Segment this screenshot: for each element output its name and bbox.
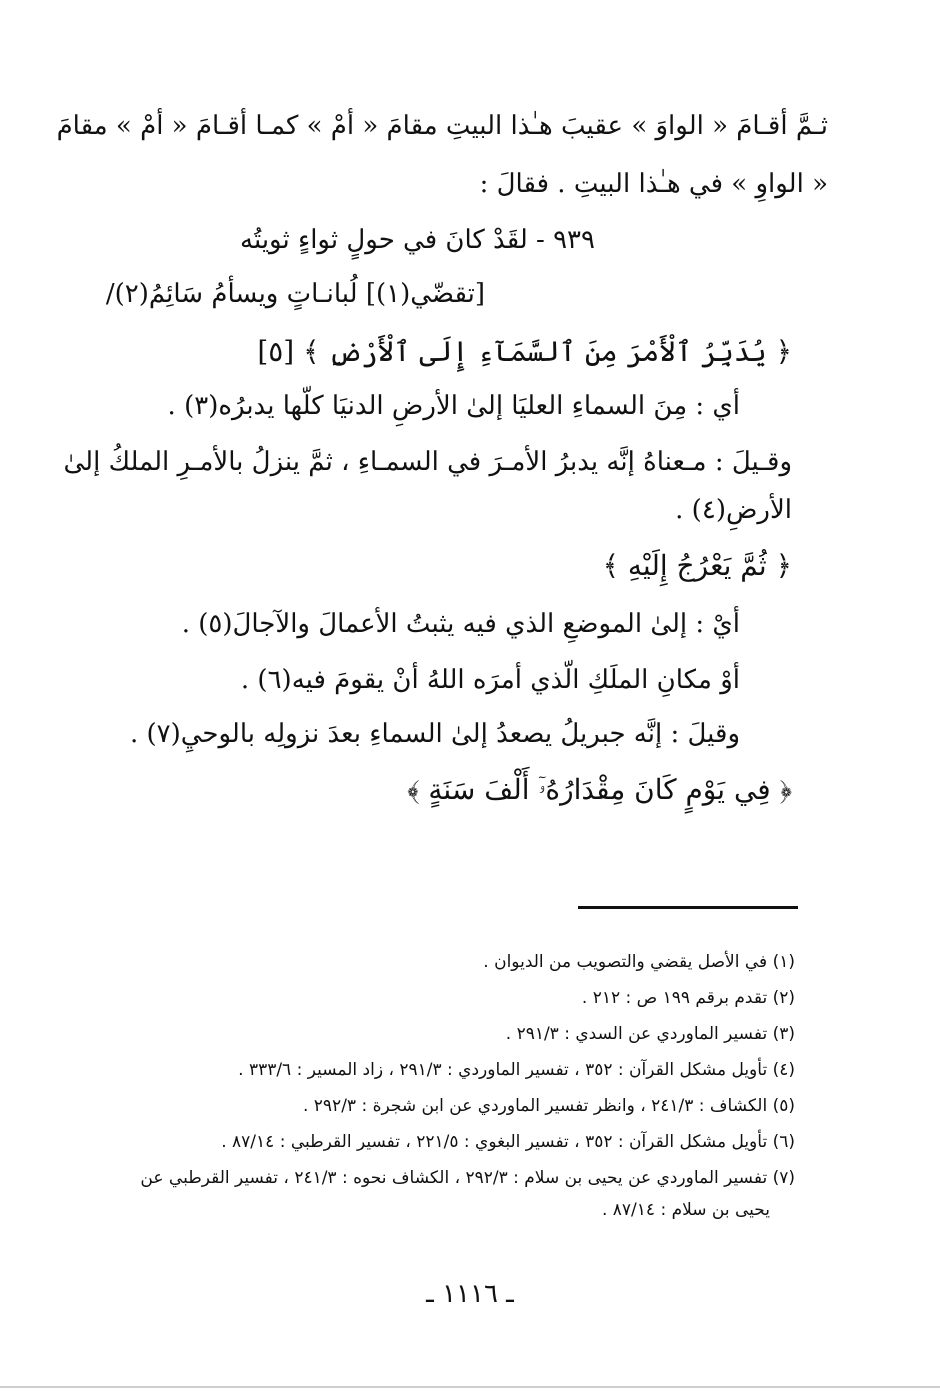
quran-verse-3: ﴿ فِي يَوْمٍ كَانَ مِقْدَارُهُۥٓ أَلْفَ سَنَةٍ ﴾ — [407, 773, 792, 806]
body-line-4: وقـيلَ : مـعناهُ إنَّه يدبرُ الأمـرَ في السمـاءِ ، ثمَّ ينزلُ بالأمـرِ الملكُ إلىٰ — [63, 447, 792, 477]
footnote-7-continued: يحيى بن سلام : ٨٧/١٤ . — [601, 1200, 770, 1220]
footnote-7: (٧) تفسير الماوردي عن يحيى بن سلام : ٢٩٢/٣ ، الكشاف نحوه : ٢٤١/٣ ، تفسير القرطبي عن — [140, 1168, 795, 1188]
verse-line-1: ٩٣٩ - لقَدْ كانَ في حولٍ ثواءٍ ثويتُه — [240, 225, 595, 255]
scan-edge — [0, 1386, 940, 1388]
body-line-2: « الواوِ » في هـٰذا البيتِ . فقالَ : — [479, 169, 828, 199]
footnote-4: (٤) تأويل مشكل القرآن : ٣٥٢ ، تفسير الماوردي : ٢٩١/٣ ، زاد المسير : ٣٣٣/٦ . — [238, 1060, 795, 1080]
footnote-6: (٦) تأويل مشكل القرآن : ٣٥٢ ، تفسير البغوي : ٢٢١/٥ ، تفسير القرطبي : ٨٧/١٤ . — [221, 1132, 795, 1152]
footnote-3: (٣) تفسير الماوردي عن السدي : ٢٩١/٣ . — [505, 1024, 795, 1044]
body-line-1: ثـمَّ أقـامَ « الواوَ » عقيبَ هـٰذا البيتِ مقامَ « أمْ » كمـا أقـامَ « أمْ » مقامَ — [56, 111, 828, 141]
body-line-3: أي : مِنَ السماءِ العليَا إلىٰ الأرضِ الدنيَا كلّها يدبرُه(٣) . — [167, 391, 740, 421]
body-line-5: الأرضِ(٤) . — [675, 495, 792, 525]
footnote-1: (١) في الأصل يقضي والتصويب من الديوان . — [483, 952, 795, 972]
quran-verse-1: ﴿ يُدَبِّرُ ٱلْأَمْرَ مِنَ ٱلسَّمَآءِ إِلَى ٱلْأَرْضِ ﴾ [٥] — [257, 335, 792, 368]
verse-line-2: [تقضّي(١)] لُبانـاتٍ ويسأمُ سَائِمُ(٢)/ — [105, 279, 485, 309]
body-line-8: وقيلَ : إنَّه جبريلُ يصعدُ إلىٰ السماءِ بعدَ نزولِه بالوحيِ(٧) . — [129, 719, 740, 749]
quran-verse-2: ﴿ ثُمَّ يَعْرُجُ إِلَيْهِ ﴾ — [602, 549, 792, 582]
page-number: ـ ١١١٦ ـ — [426, 1279, 514, 1309]
footnote-divider — [578, 906, 798, 909]
footnote-2: (٢) تقدم برقم ١٩٩ ص : ٢١٢ . — [581, 988, 795, 1008]
body-line-6: أيْ : إلىٰ الموضعِ الذي فيه يثبتُ الأعمالَ والآجالَ(٥) . — [181, 609, 740, 639]
footnote-5: (٥) الكشاف : ٢٤١/٣ ، وانظر تفسير الماوردي عن ابن شجرة : ٢٩٢/٣ . — [302, 1096, 795, 1116]
body-line-7: أوْ مكانِ الملَكِ الّذي أمرَه اللهُ أنْ يقومَ فيه(٦) . — [240, 665, 740, 695]
